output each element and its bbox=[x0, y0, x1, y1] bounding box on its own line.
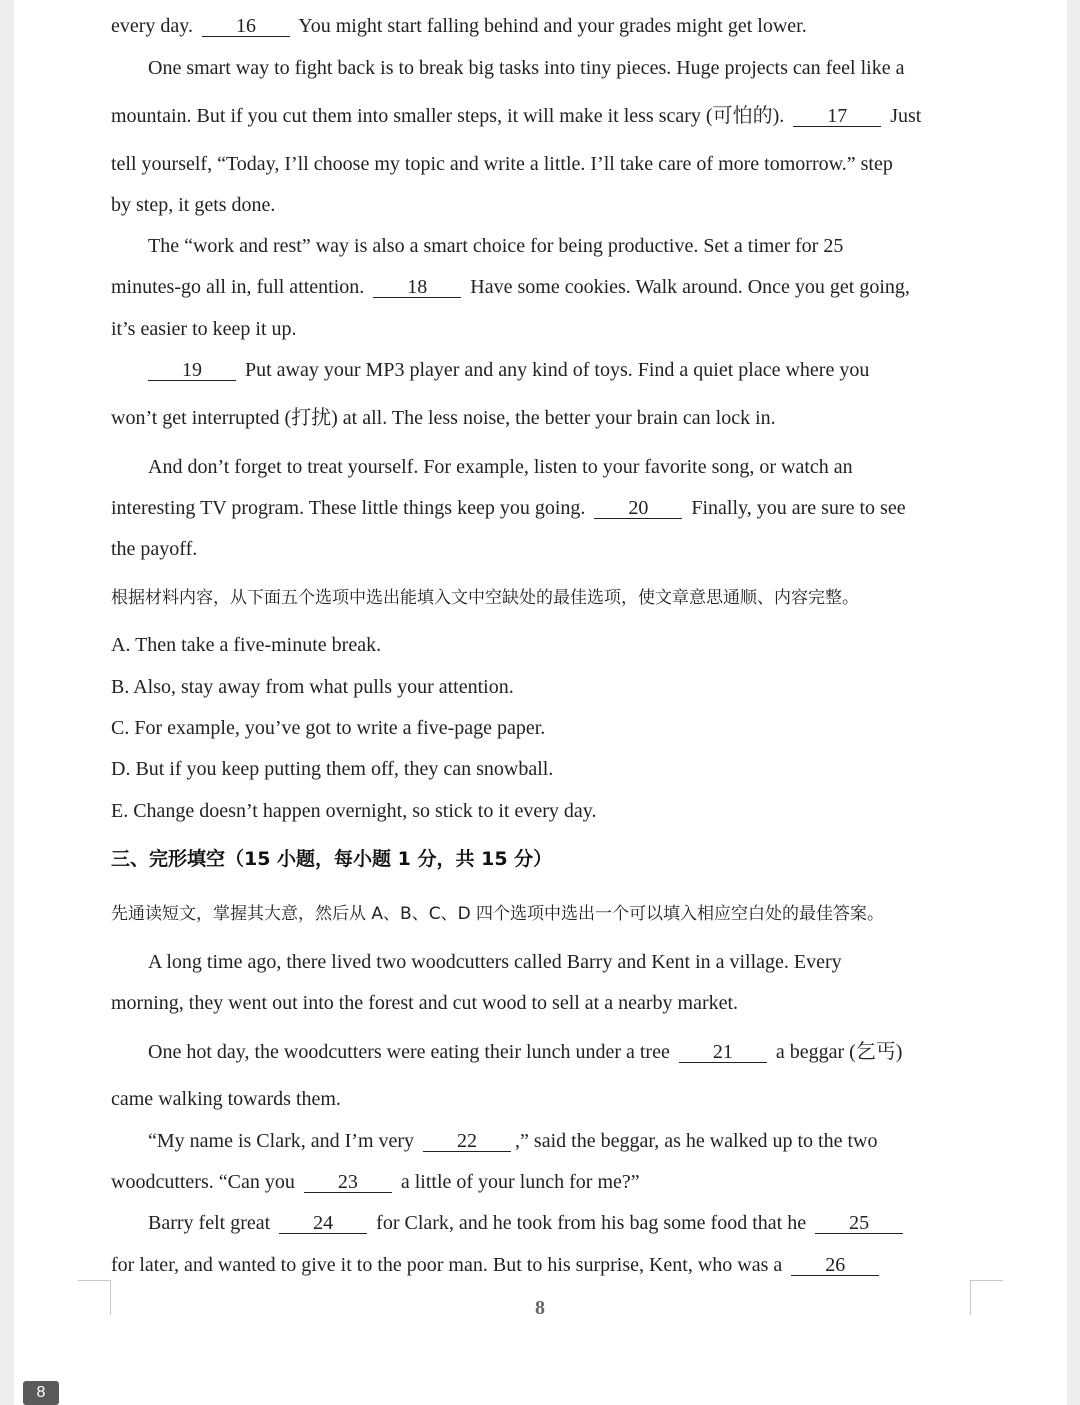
blank-21: 21 bbox=[679, 1042, 767, 1063]
text-line: 19 Put away your MP3 player and any kind of toys. Find a quiet place where you bbox=[148, 357, 869, 383]
blank-20: 20 bbox=[594, 498, 682, 519]
section-heading: 三、完形填空（15 小题，每小题 1 分，共 15 分） bbox=[111, 848, 553, 870]
blank-24: 24 bbox=[279, 1213, 367, 1234]
text-line: morning, they went out into the forest and cut wood to sell at a nearby market. bbox=[111, 992, 739, 1014]
page-badge[interactable]: 8 bbox=[23, 1381, 59, 1405]
text-line: A long time ago, there lived two woodcutters called Barry and Kent in a village. Every bbox=[148, 951, 842, 973]
text-line: woodcutters. “Can you 23 a little of your lunch for me?” bbox=[111, 1171, 640, 1193]
option-d: D. But if you keep putting them off, they can snowball. bbox=[111, 758, 554, 780]
text-line: came walking towards them. bbox=[111, 1088, 341, 1110]
text-line: by step, it gets done. bbox=[111, 194, 276, 216]
blank-25: 25 bbox=[815, 1213, 903, 1234]
blank-26: 26 bbox=[791, 1255, 879, 1276]
instruction-text: 根据材料内容，从下面五个选项中选出能填入文中空缺处的最佳选项，使文章意思通顺、内容完整。 bbox=[111, 588, 859, 608]
text-line: Barry felt great 24 for Clark, and he took from his bag some food that he 25 bbox=[148, 1210, 907, 1236]
text-line: And don’t forget to treat yourself. For example, listen to your favorite song, or watch an bbox=[148, 456, 853, 478]
text-line: for later, and wanted to give it to the poor man. But to his surprise, Kent, who was a 26 bbox=[111, 1252, 883, 1278]
text-line: the payoff. bbox=[111, 538, 198, 560]
blank-18: 18 bbox=[373, 277, 461, 298]
option-b: B. Also, stay away from what pulls your attention. bbox=[111, 676, 514, 698]
text-line: mountain. But if you cut them into smaller steps, it will make it less scary (可怕的). 17 Just bbox=[111, 105, 922, 127]
blank-23: 23 bbox=[304, 1172, 392, 1193]
option-a: A. Then take a five-minute break. bbox=[111, 634, 382, 656]
text-line: every day. 16 You might start falling behind and your grades might get lower. bbox=[111, 15, 807, 37]
blank-22: 22 bbox=[423, 1131, 511, 1152]
text-line: One smart way to fight back is to break big tasks into tiny pieces. Huge projects can feel like a bbox=[148, 57, 905, 79]
blank-17: 17 bbox=[793, 106, 881, 127]
section-instruction: 先通读短文，掌握其大意，然后从 A、B、C、D 四个选项中选出一个可以填入相应空白处的最佳答案。 bbox=[111, 904, 885, 924]
text-line: “My name is Clark, and I’m very 22 ,” said the beggar, as he walked up to the two bbox=[148, 1130, 878, 1152]
text-line: tell yourself, “Today, I’ll choose my topic and write a little. I’ll take care of more tomorrow.” step bbox=[111, 153, 893, 175]
blank-16: 16 bbox=[202, 16, 290, 37]
page-number: 8 bbox=[535, 1297, 545, 1319]
text-line: won’t get interrupted (打扰) at all. The less noise, the better your brain can lock in. bbox=[111, 407, 776, 429]
text-line: it’s easier to keep it up. bbox=[111, 318, 297, 340]
option-c: C. For example, you’ve got to write a five-page paper. bbox=[111, 717, 546, 739]
option-e: E. Change doesn’t happen overnight, so stick to it every day. bbox=[111, 800, 597, 822]
text-line: One hot day, the woodcutters were eating their lunch under a tree 21 a beggar (乞丐) bbox=[148, 1041, 903, 1063]
text-line: The “work and rest” way is also a smart choice for being productive. Set a timer for 25 bbox=[148, 235, 844, 257]
text-line: minutes-go all in, full attention. 18 Have some cookies. Walk around. Once you get going, bbox=[111, 276, 910, 298]
text-line: interesting TV program. These little things keep you going. 20 Finally, you are sure to see bbox=[111, 497, 906, 519]
blank-19: 19 bbox=[148, 360, 236, 381]
